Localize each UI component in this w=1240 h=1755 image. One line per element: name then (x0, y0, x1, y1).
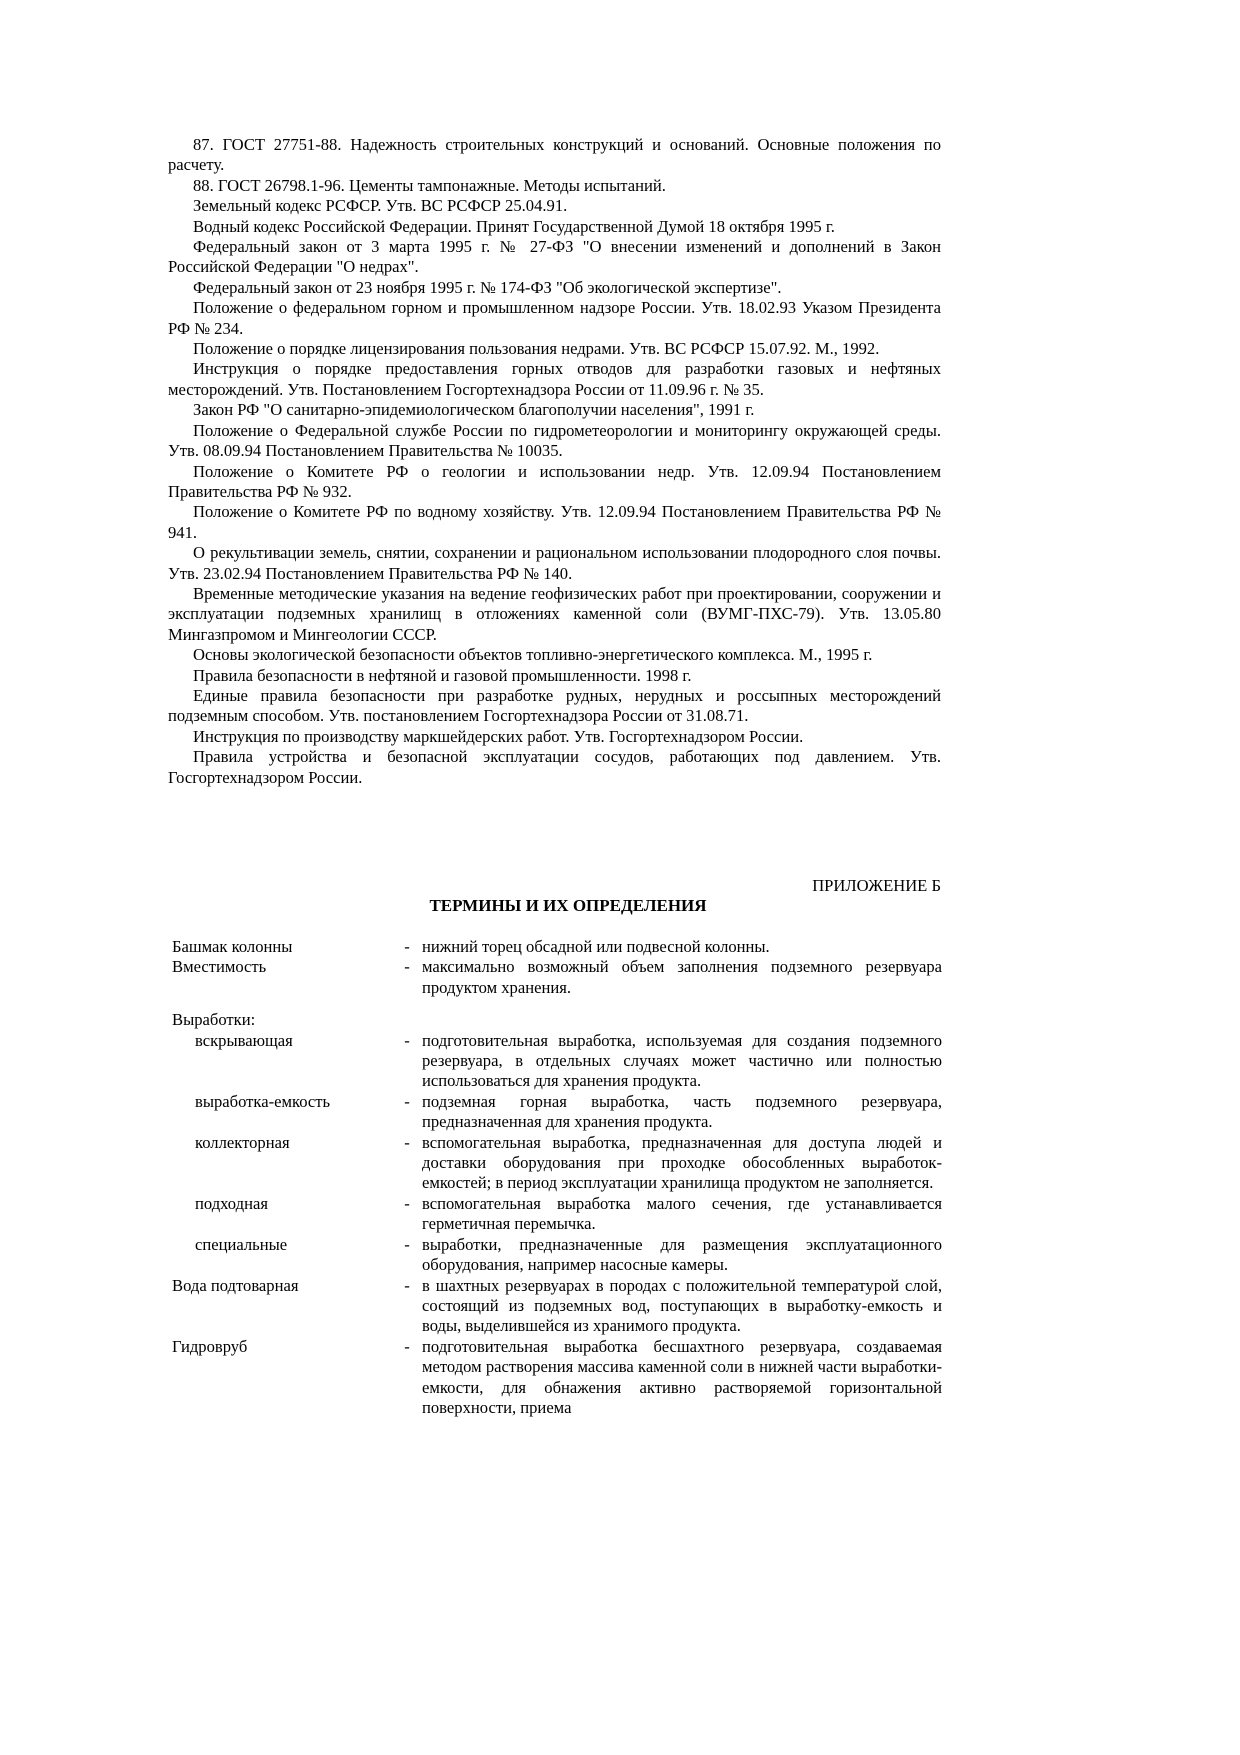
reference-item: Положение о Федеральной службе России по гидрометеорологии и мониторингу окружающей среды. Утв. 08.09.94 Постановлением Правительства № 10035. (168, 420, 941, 461)
glossary-definition: максимально возможный объем заполнения подземного резервуара продуктом хранения. (422, 957, 942, 997)
reference-item: Правила устройства и безопасной эксплуатации сосудов, работающих под давлением. Утв. Госгортехнадзором России. (168, 747, 941, 787)
reference-item: Положение о Комитете РФ о геологии и использовании недр. Утв. 12.09.94 Постановлением Правительства РФ № 932. (168, 461, 941, 501)
reference-item: Положение о порядке лицензирования пользования недрами. Утв. ВС РСФСР 15.07.92. М., 1992. (193, 339, 880, 359)
reference-item: Федеральный закон от 3 марта 1995 г. № 27-ФЗ "О внесении изменений и дополнений в Закон Российской Федерации "О недрах". (168, 237, 941, 277)
glossary-dash: - (404, 1193, 410, 1213)
glossary-definition: подземная горная выработка, часть подземного резервуара, предназначенная для хранения продукта. (422, 1091, 942, 1132)
glossary-subterm: подходная (195, 1193, 268, 1213)
glossary-definition: в шахтных резервуарах в породах с положительной температурой слой, состоящий из подземных вод, поступающих в выработку-емкость и воды, выделившейся из хранимого продукта. (422, 1275, 942, 1336)
glossary-definition: нижний торец обсадной или подвесной колонны. (422, 937, 770, 956)
glossary-dash: - (404, 1091, 410, 1111)
glossary-dash: - (404, 1132, 410, 1152)
glossary-dash: - (404, 1275, 410, 1295)
glossary-group-heading (172, 1010, 942, 1030)
glossary-subterm: специальные (195, 1234, 288, 1254)
reference-item: Положение о Комитете РФ по водному хозяйству. Утв. 12.09.94 Постановлением Правительства РФ № 941. (168, 502, 941, 542)
glossary-term: Вместимость (172, 957, 267, 977)
reference-item: 88. ГОСТ 26798.1-96. Цементы тампонажные. Методы испытаний. (193, 175, 666, 195)
glossary-row (172, 1092, 942, 1133)
glossary-definition: подготовительная выработка бесшахтного резервуара, создаваемая методом растворения массива каменной соли в нижней части выработки-емкости, для обнажения активно растворяемой горизонтальной поверхности, приема (422, 1336, 942, 1417)
glossary-row (172, 957, 942, 998)
reference-item: Положение о федеральном горном и промышленном надзоре России. Утв. 18.02.93 Указом Президента РФ № 234. (168, 298, 941, 338)
reference-item: Земельный кодекс РСФСР. Утв. ВС РСФСР 25.04.91. (193, 196, 568, 216)
reference-item: 87. ГОСТ 27751-88. Надежность строительных конструкций и оснований. Основные положения по расчету. (168, 135, 941, 175)
glossary-row (172, 1133, 942, 1194)
glossary-definition: выработки, предназначенные для размещения эксплуатационного оборудования, например насосные камеры. (422, 1234, 942, 1275)
reference-item: Инструкция по производству маркшейдерских работ. Утв. Госгортехнадзором России. (193, 726, 804, 746)
glossary-row (172, 1276, 942, 1337)
glossary-subterm: вскрывающая (195, 1030, 293, 1050)
glossary-definition: подготовительная выработка, используемая для создания подземного резервуара, в отдельных случаях может частично или полностью использоваться для хранения продукта. (422, 1030, 942, 1091)
glossary-definition: вспомогательная выработка малого сечения, где устанавливается герметичная перемычка. (422, 1193, 942, 1234)
reference-item: Временные методические указания на ведение геофизических работ при проектировании, сооружении и эксплуатации подземных хранилищ в отложениях каменной соли (ВУМГ-ПХС-79). Утв. 13.05.80 Мингазпромом и Мингеологии СССР. (168, 583, 941, 644)
glossary-dash: - (404, 937, 410, 956)
glossary-dash: - (404, 1030, 410, 1050)
glossary-row (172, 1194, 942, 1235)
glossary-dash: - (404, 1234, 410, 1254)
reference-item: Закон РФ "О санитарно-эпидемиологическом благополучии населения", 1991 г. (193, 400, 755, 420)
glossary-row (172, 937, 942, 957)
reference-item: Единые правила безопасности при разработке рудных, нерудных и россыпных месторождений подземным способом. Утв. постановлением Госгортехнадзора России от 31.08.71. (168, 685, 941, 726)
glossary-term: Башмак колонны (172, 937, 293, 956)
glossary-row (172, 1031, 942, 1092)
glossary-dash: - (404, 957, 410, 977)
reference-item: О рекультивации земель, снятии, сохранении и рациональном использовании плодородного слоя почвы. Утв. 23.02.94 Постановлением Правительства РФ № 140. (168, 543, 941, 583)
reference-item: Инструкция о порядке предоставления горных отводов для разработки газовых и нефтяных месторождений. Утв. Постановлением Госгортехнадзора России от 11.09.96 г. № 35. (168, 359, 941, 399)
glossary-row (172, 1337, 942, 1419)
reference-item: Водный кодекс Российской Федерации. Принят Государственной Думой 18 октября 1995 г. (193, 216, 835, 236)
reference-item: Основы экологической безопасности объектов топливно-энергетического комплекса. М., 1995 г. (193, 645, 873, 665)
glossary-dash: - (404, 1336, 410, 1356)
glossary-table (172, 937, 942, 1418)
glossary-group-title: Выработки: (172, 1010, 256, 1030)
appendix-label: ПРИЛОЖЕНИЕ Б (812, 876, 941, 895)
glossary-term: Вода подтоварная (172, 1275, 299, 1295)
section-title: ТЕРМИНЫ И ИХ ОПРЕДЕЛЕНИЯ (429, 896, 707, 915)
glossary-row (172, 1235, 942, 1276)
reference-list (168, 135, 941, 788)
reference-item: Правила безопасности в нефтяной и газовой промышленности. 1998 г. (193, 665, 692, 685)
glossary-subterm: выработка-емкость (195, 1091, 331, 1111)
glossary-subterm: коллекторная (195, 1132, 290, 1152)
reference-item: Федеральный закон от 23 ноября 1995 г. № 174-ФЗ "Об экологической экспертизе". (193, 277, 782, 297)
glossary-definition: вспомогательная выработка, предназначенная для доступа людей и доставки оборудования при проходке обособленных выработок-емкостей; в период эксплуатации хранилища продуктом не заполняется. (422, 1132, 942, 1193)
glossary-term: Гидровруб (172, 1336, 248, 1356)
